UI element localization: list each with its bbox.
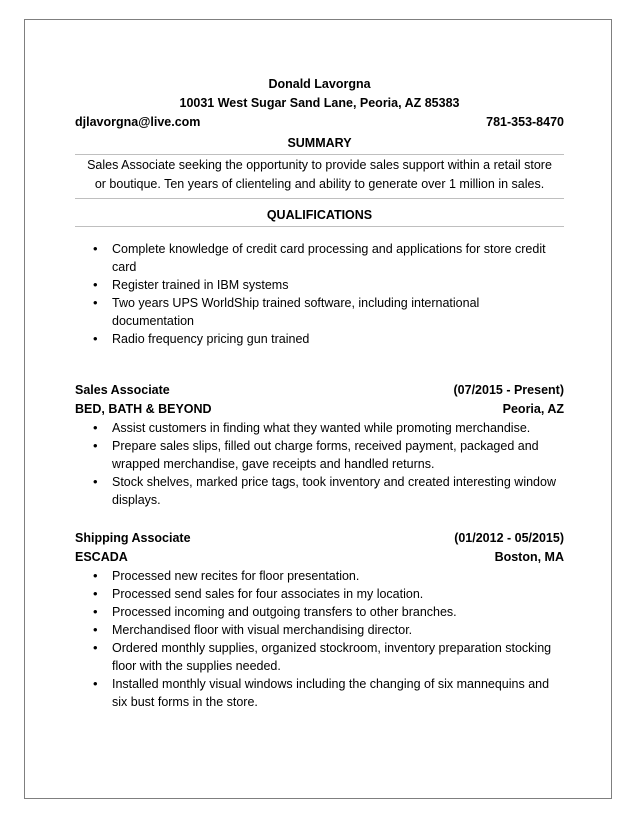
list-item: • Assist customers in finding what they wanted while promoting merchandise. [75, 419, 564, 437]
job-title-row [75, 381, 564, 400]
job-title: Sales Associate [75, 383, 170, 397]
job-duties-list [75, 419, 564, 509]
candidate-address: 10031 West Sugar Sand Lane, Peoria, AZ 85383 [179, 96, 460, 110]
candidate-name: Donald Lavorgna [268, 77, 371, 91]
list-item: • Ordered monthly supplies, organized stockroom, inventory preparation stocking floor with the supplies needed. [75, 639, 564, 675]
job-company: ESCADA [75, 550, 128, 564]
job-dates: (07/2015 - Present) [453, 383, 564, 397]
job-location: Boston, MA [494, 550, 564, 564]
summary-text: Sales Associate seeking the opportunity to provide sales support within a retail store or boutique. Ten years of clienteling and ability to generate over 1 million in sales. [75, 156, 564, 199]
job-duties-list [75, 567, 564, 711]
list-item: • Processed send sales for four associates in my location. [75, 585, 564, 603]
list-item: • Stock shelves, marked price tags, took inventory and created interesting window displays. [75, 473, 564, 509]
job-company-row [75, 400, 564, 419]
job-entry [75, 381, 564, 509]
candidate-email: djlavorgna@live.com [75, 115, 201, 129]
job-location: Peoria, AZ [502, 402, 564, 416]
qualifications-list [75, 240, 564, 348]
resume-content [75, 75, 564, 711]
job-company: BED, BATH & BEYOND [75, 402, 212, 416]
summary-heading: SUMMARY [75, 134, 564, 155]
candidate-phone: 781-353-8470 [486, 115, 564, 129]
list-item: • Prepare sales slips, filled out charge forms, received payment, packaged and wrapped merchandise, gave receipts and handled returns. [75, 437, 564, 473]
job-title: Shipping Associate [75, 531, 191, 545]
qualifications-heading: QUALIFICATIONS [75, 206, 564, 227]
list-item: • Register trained in IBM systems [75, 276, 564, 294]
list-item: • Radio frequency pricing gun trained [75, 330, 564, 348]
list-item: • Complete knowledge of credit card processing and applications for store credit card [75, 240, 564, 276]
list-item: • Processed new recites for floor presentation. [75, 567, 564, 585]
list-item: • Merchandised floor with visual merchandising director. [75, 621, 564, 639]
job-dates: (01/2012 - 05/2015) [454, 531, 564, 545]
job-title-row [75, 529, 564, 548]
list-item: • Two years UPS WorldShip trained software, including international documentation [75, 294, 564, 330]
list-item: • Installed monthly visual windows including the changing of six mannequins and six bust forms in the store. [75, 675, 564, 711]
job-company-row [75, 548, 564, 567]
list-item: • Processed incoming and outgoing transfers to other branches. [75, 603, 564, 621]
job-entry [75, 529, 564, 711]
contact-row [75, 113, 564, 132]
